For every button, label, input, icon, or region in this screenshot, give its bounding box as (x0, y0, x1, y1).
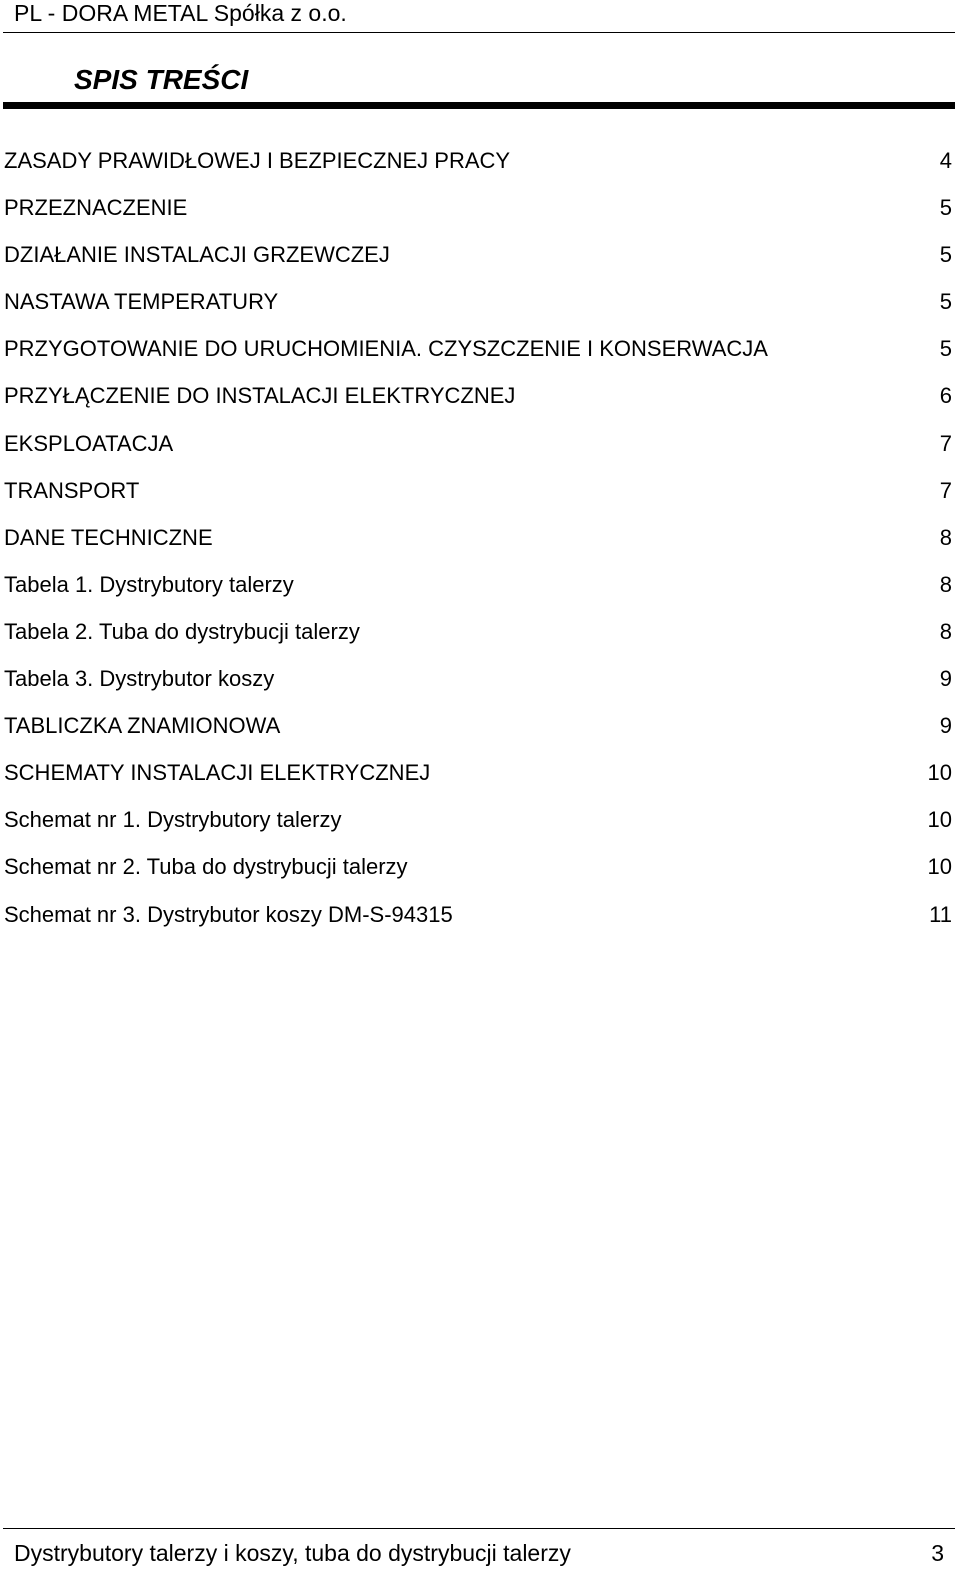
toc-entry-eksploatacja[interactable] (4, 429, 952, 476)
page-header-company: PL - DORA METAL Spółka z o.o. (14, 0, 347, 26)
toc-entry-page: 7 (939, 430, 952, 456)
toc-entry-page: 5 (939, 336, 952, 362)
toc-entry-page: 8 (939, 618, 952, 644)
toc-entry-label: PRZEZNACZENIE (4, 195, 188, 221)
toc-entry-tabela-1[interactable] (4, 570, 952, 617)
toc-entry-label: Tabela 2. Tuba do dystrybucji talerzy (4, 618, 360, 644)
toc-entry-label: Schemat nr 1. Dystrybutory talerzy (4, 807, 342, 833)
toc-entry-label: ZASADY PRAWIDŁOWEJ I BEZPIECZNEJ PRACY (4, 148, 511, 173)
toc-entry-label: Tabela 3. Dystrybutor koszy (4, 666, 275, 692)
toc-entry-page: 9 (939, 713, 952, 739)
footer-document-title: Dystrybutory talerzy i koszy, tuba do dystrybucji talerzy (14, 1540, 571, 1566)
header-divider (3, 32, 955, 33)
toc-entry-label: EKSPLOATACJA (4, 430, 174, 456)
toc-entry-page: 10 (927, 854, 952, 880)
toc-entry-schematy[interactable] (4, 758, 952, 805)
toc-entry-label: Schemat nr 2. Tuba do dystrybucji talerzy (4, 854, 408, 880)
toc-entry-page: 7 (939, 477, 952, 503)
toc-entry-schemat-2[interactable] (4, 852, 952, 899)
toc-entry-dzialanie[interactable] (4, 240, 952, 287)
toc-entry-page: 8 (939, 571, 952, 597)
toc-entry-label: PRZYGOTOWANIE DO URUCHOMIENIA. CZYSZCZENIE I KONSERWACJA (4, 336, 768, 362)
toc-entry-page: 6 (939, 383, 952, 409)
toc-entry-page: 8 (939, 524, 952, 550)
toc-entry-label: PRZYŁĄCZENIE DO INSTALACJI ELEKTRYCZNEJ (4, 383, 516, 409)
toc-entry-page: 5 (939, 195, 952, 221)
toc-entry-przylaczenie[interactable] (4, 381, 952, 428)
toc-entry-schemat-3[interactable] (4, 900, 952, 947)
toc-entry-schemat-1[interactable] (4, 805, 952, 852)
toc-entry-label: TRANSPORT (4, 477, 140, 503)
toc-entry-przygotowanie[interactable] (4, 334, 952, 381)
toc-entry-label: Tabela 1. Dystrybutory talerzy (4, 571, 294, 597)
toc-entry-nastawa[interactable] (4, 287, 952, 334)
toc-entry-label: Schemat nr 3. Dystrybutor koszy DM-S-94315 (4, 901, 453, 927)
toc-entry-page: 5 (939, 289, 952, 315)
toc-entry-page: 10 (927, 807, 952, 833)
toc-entry-page: 4 (939, 148, 952, 173)
toc-entry-label: TABLICZKA ZNAMIONOWA (4, 713, 281, 739)
toc-entry-tabela-2[interactable] (4, 617, 952, 664)
toc-entry-page: 5 (939, 242, 952, 268)
footer-page-number: 3 (931, 1540, 944, 1566)
toc-title: SPIS TREŚCI (74, 64, 249, 95)
toc-entry-zasady[interactable] (4, 146, 952, 193)
toc-entry-page: 11 (929, 901, 952, 927)
toc-entry-label: DANE TECHNICZNE (4, 524, 213, 550)
toc-entry-label: SCHEMATY INSTALACJI ELEKTRYCZNEJ (4, 760, 431, 786)
toc-entry-tabela-3[interactable] (4, 664, 952, 711)
toc-entry-label: DZIAŁANIE INSTALACJI GRZEWCZEJ (4, 242, 390, 268)
toc-entry-transport[interactable] (4, 476, 952, 523)
toc-list (4, 146, 952, 947)
toc-entry-label: NASTAWA TEMPERATURY (4, 289, 279, 315)
toc-entry-dane-techniczne[interactable] (4, 523, 952, 570)
toc-entry-page: 10 (927, 760, 952, 786)
toc-entry-przeznaczenie[interactable] (4, 193, 952, 240)
toc-entry-tabliczka[interactable] (4, 711, 952, 758)
toc-entry-page: 9 (939, 666, 952, 692)
title-divider (3, 102, 955, 109)
footer-divider (3, 1528, 955, 1529)
